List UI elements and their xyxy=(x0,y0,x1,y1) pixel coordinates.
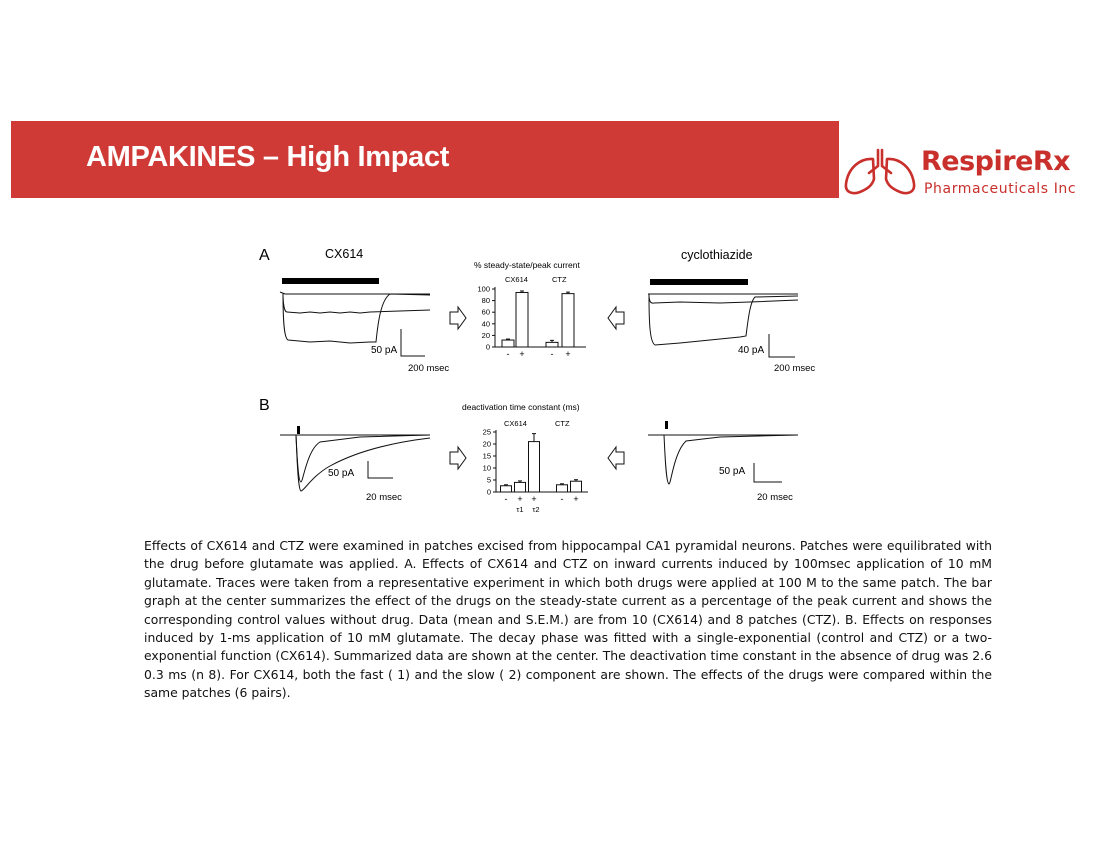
y-tick-label: 40 xyxy=(481,319,490,329)
scale-bar-left-b xyxy=(368,461,393,478)
bar-chart-a-title: % steady-state/peak current xyxy=(474,260,580,270)
y-tick-label: 25 xyxy=(482,427,491,437)
bar-chart-b-group-cx614: CX614 xyxy=(504,419,527,428)
arrow-right-icon xyxy=(450,307,466,329)
cx614-trace-title: CX614 xyxy=(325,247,364,261)
bar xyxy=(557,485,568,492)
company-logo xyxy=(842,146,1092,202)
scale-current-right-b: 50 pA xyxy=(719,466,746,477)
cx614-control-trace xyxy=(283,293,430,313)
bar xyxy=(571,481,582,492)
bar-label: - xyxy=(560,494,564,504)
bar-sublabel: τ2 xyxy=(532,505,540,514)
scale-time-left-a: 200 msec xyxy=(408,363,450,374)
scale-bar-left-a xyxy=(401,329,425,356)
bar-label: + xyxy=(573,494,579,504)
bar-sublabel: τ1 xyxy=(516,505,524,514)
bar xyxy=(562,294,574,347)
bar xyxy=(501,486,512,492)
bar-chart-b xyxy=(462,402,588,514)
y-tick-label: 20 xyxy=(481,330,490,340)
bar xyxy=(546,342,558,347)
baseline-trace-left xyxy=(280,292,430,294)
scale-current-left-b: 50 pA xyxy=(328,468,355,479)
cx614-trace-b xyxy=(296,435,430,491)
scale-time-left-b: 20 msec xyxy=(366,492,402,503)
ctz-trace-title: cyclothiazide xyxy=(681,248,753,262)
y-tick-label: 60 xyxy=(481,307,490,317)
scale-time-right-b: 20 msec xyxy=(757,492,793,503)
figure-caption: Effects of CX614 and CTZ were examined in patches excised from hippocampal CA1 pyramidal neurons. Patches were equilibrated with the drug before glutamate was applied. A. Effects of CX614 and CTZ on inward currents induced by 100msec application of 10 mM glutamate. Traces were taken from a representative experiment in which both drugs were applied at 100 M to the same patch. The bar graph at the center summarizes the effect of the drugs on the steady-state current as a percentage of the peak current and shows the corresponding control values without drug. Data (mean and S.E.M.) are from 10 (CX614) and 8 patches (CTZ). B. Effects on responses induced by 1-ms application of 10 mM glutamate. The decay phase was fitted with a single-exponential (control and CTZ) or a two-exponential function (CX614). Summarized data are shown at the center. The deactivation time constant in the absence of drug was 2.6 0.3 ms (n 8). For CX614, both the fast ( 1) and the slow ( 2) component are shown. The effects of the drugs were compared within the same patches (6 pairs). xyxy=(144,538,992,701)
bar-label: - xyxy=(550,349,554,359)
arrow-left-icon xyxy=(608,307,624,329)
y-tick-label: 15 xyxy=(482,451,491,461)
bar-label: - xyxy=(504,494,508,504)
panel-a-label: A xyxy=(259,247,270,264)
arrow-right-icon xyxy=(450,447,466,469)
bar-chart-a-group-cx614: CX614 xyxy=(505,275,528,284)
scale-time-right-a: 200 msec xyxy=(774,363,816,374)
control-trace-left-b xyxy=(296,435,430,482)
panel-b-label: B xyxy=(259,397,270,414)
bar-chart-a xyxy=(474,260,586,359)
bar-chart-b-title: deactivation time constant (ms) xyxy=(462,402,580,412)
bar-chart-a-group-ctz: CTZ xyxy=(552,275,567,284)
scale-current-right-a: 40 pA xyxy=(738,345,765,356)
bar-label: + xyxy=(565,349,571,359)
lungs-icon xyxy=(842,146,918,198)
bar-chart-a-plot xyxy=(477,285,586,360)
title-banner xyxy=(11,121,839,198)
figure-svg xyxy=(250,230,820,530)
y-tick-label: 5 xyxy=(486,475,491,485)
application-bar-right xyxy=(650,279,748,285)
bar-label: + xyxy=(517,494,523,504)
arrow-left-icon xyxy=(608,447,624,469)
y-tick-label: 20 xyxy=(482,439,491,449)
bar-label: - xyxy=(506,349,510,359)
cx614-drug-trace xyxy=(283,293,430,343)
scale-current-left-a: 50 pA xyxy=(371,345,398,356)
logo-name: RespireRx xyxy=(921,146,1071,177)
ctz-control-trace xyxy=(649,294,798,303)
pulse-marker-left xyxy=(297,426,300,434)
bar-label: + xyxy=(519,349,525,359)
pulse-marker-right xyxy=(665,421,668,429)
logo-subtitle: Pharmaceuticals Inc xyxy=(924,181,1077,197)
application-bar-left xyxy=(282,278,379,284)
y-tick-label: 10 xyxy=(482,463,491,473)
bar-chart-b-group-ctz: CTZ xyxy=(555,419,570,428)
bar xyxy=(502,340,514,347)
bar xyxy=(529,442,540,492)
bar xyxy=(515,482,526,492)
slide-title: AMPAKINES – High Impact xyxy=(86,141,450,173)
scale-bar-right-a xyxy=(769,334,795,357)
bar-chart-b-plot xyxy=(483,428,588,515)
bar xyxy=(516,292,528,347)
bar-label: + xyxy=(531,494,537,504)
scale-bar-right-b xyxy=(754,463,782,482)
y-tick-label: 0 xyxy=(486,487,491,497)
y-tick-label: 0 xyxy=(485,342,490,352)
figure xyxy=(250,230,820,530)
y-tick-label: 100 xyxy=(477,284,490,294)
ctz-drug-trace xyxy=(649,294,798,345)
y-tick-label: 80 xyxy=(481,296,490,306)
